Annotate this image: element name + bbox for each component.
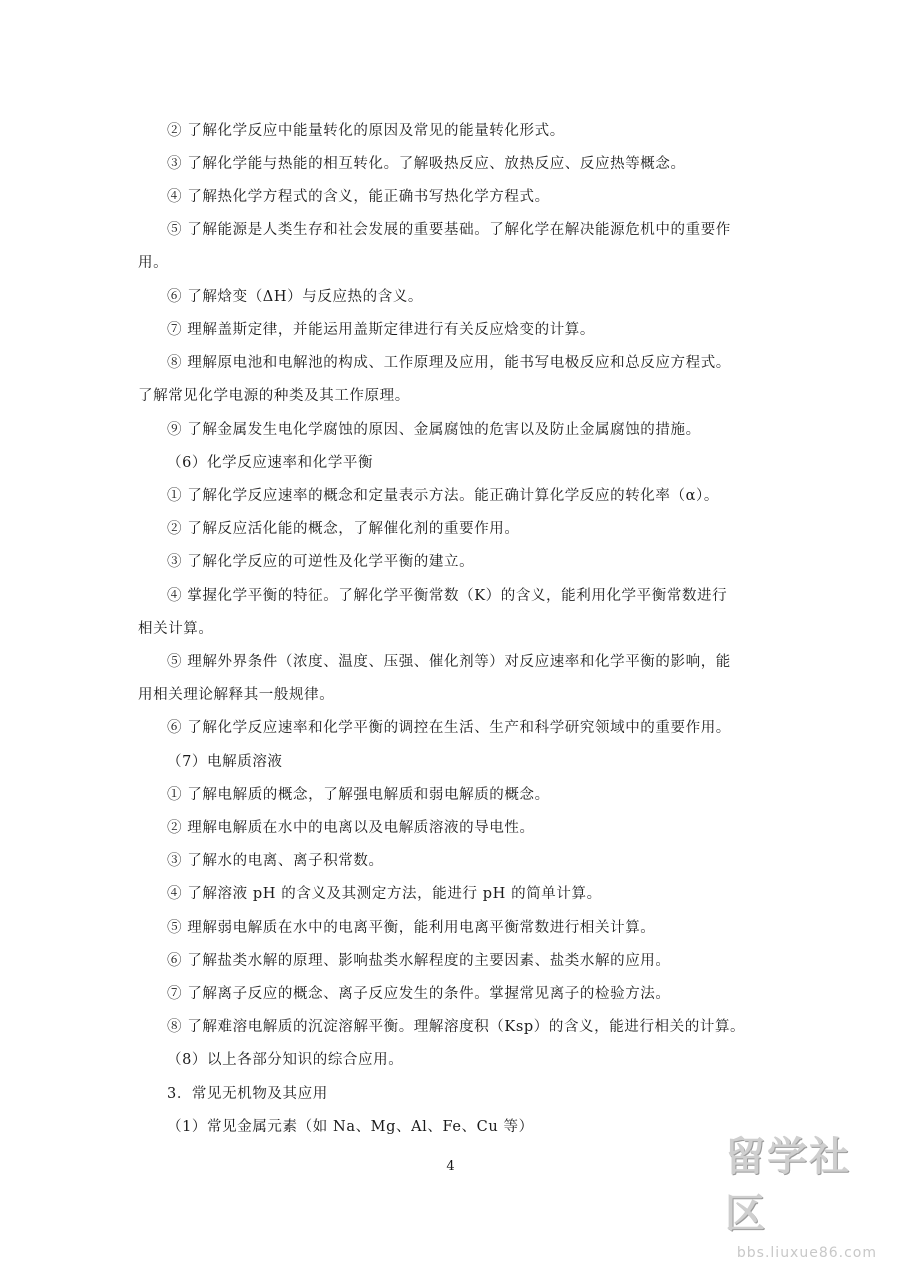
text-line: ③ 了解水的电离、离子积常数。 xyxy=(167,853,384,869)
text-line: 相关计算。 xyxy=(138,621,214,637)
text-line: ④ 了解溶液 pH 的含义及其测定方法，能进行 pH 的简单计算。 xyxy=(167,886,602,902)
section-heading: （8）以上各部分知识的综合应用。 xyxy=(167,1052,404,1068)
text-line: ⑦ 了解离子反应的概念、离子反应发生的条件。掌握常见离子的检验方法。 xyxy=(167,986,671,1002)
page-number: 4 xyxy=(446,1159,455,1174)
text-line: ③ 了解化学反应的可逆性及化学平衡的建立。 xyxy=(167,554,475,570)
text-line: 用相关理论解释其一般规律。 xyxy=(138,687,335,703)
text-line: ⑧ 了解难溶电解质的沉淀溶解平衡。理解溶度积（Ksp）的含义，能进行相关的计算。 xyxy=(167,1019,746,1035)
text-line: 用。 xyxy=(138,255,169,271)
text-line: ④ 掌握化学平衡的特征。了解化学平衡常数（K）的含义，能利用化学平衡常数进行 xyxy=(167,588,728,604)
section-heading: （6）化学反应速率和化学平衡 xyxy=(167,455,374,471)
section-heading: 3．常见无机物及其应用 xyxy=(167,1086,328,1102)
text-line: ⑤ 了解能源是人类生存和社会发展的重要基础。了解化学在解决能源危机中的重要作 xyxy=(167,222,731,238)
section-heading: （1）常见金属元素（如 Na、Mg、Al、Fe、Cu 等） xyxy=(167,1119,534,1135)
watermark-text: 留学社区 xyxy=(725,1134,851,1237)
section-heading: （7）电解质溶液 xyxy=(167,754,283,770)
text-line: ④ 了解热化学方程式的含义，能正确书写热化学方程式。 xyxy=(167,189,550,205)
watermark-url: bbs.liuxue86.com xyxy=(736,1245,877,1261)
text-line: ⑥ 了解化学反应速率和化学平衡的调控在生活、生产和科学研究领域中的重要作用。 xyxy=(167,720,731,736)
text-line: ② 了解反应活化能的概念，了解催化剂的重要作用。 xyxy=(167,521,520,537)
text-line: ⑥ 了解盐类水解的原理、影响盐类水解程度的主要因素、盐类水解的应用。 xyxy=(167,953,671,969)
text-line: ⑤ 理解外界条件（浓度、温度、压强、催化剂等）对反应速率和化学平衡的影响，能 xyxy=(167,654,731,670)
text-line: ⑥ 了解焓变（ΔH）与反应热的含义。 xyxy=(167,289,424,305)
text-line: ⑨ 了解金属发生电化学腐蚀的原因、金属腐蚀的危害以及防止金属腐蚀的措施。 xyxy=(167,422,701,438)
watermark-logo xyxy=(725,1134,893,1269)
text-line: 了解常见化学电源的种类及其工作原理。 xyxy=(138,388,410,404)
text-line: ② 理解电解质在水中的电离以及电解质溶液的导电性。 xyxy=(167,820,535,836)
text-line: ⑤ 理解弱电解质在水中的电离平衡，能利用电离平衡常数进行相关计算。 xyxy=(167,920,656,936)
text-line: ③ 了解化学能与热能的相互转化。了解吸热反应、放热反应、反应热等概念。 xyxy=(167,156,686,172)
text-line: ① 了解化学反应速率的概念和定量表示方法。能正确计算化学反应的转化率（α）。 xyxy=(167,488,719,504)
text-line: ① 了解电解质的概念，了解强电解质和弱电解质的概念。 xyxy=(167,787,550,803)
text-line: ⑦ 理解盖斯定律，并能运用盖斯定律进行有关反应焓变的计算。 xyxy=(167,322,596,338)
text-line: ⑧ 理解原电池和电解池的构成、工作原理及应用，能书写电极反应和总反应方程式。 xyxy=(167,355,731,371)
text-line: ② 了解化学反应中能量转化的原因及常见的能量转化形式。 xyxy=(167,123,565,139)
